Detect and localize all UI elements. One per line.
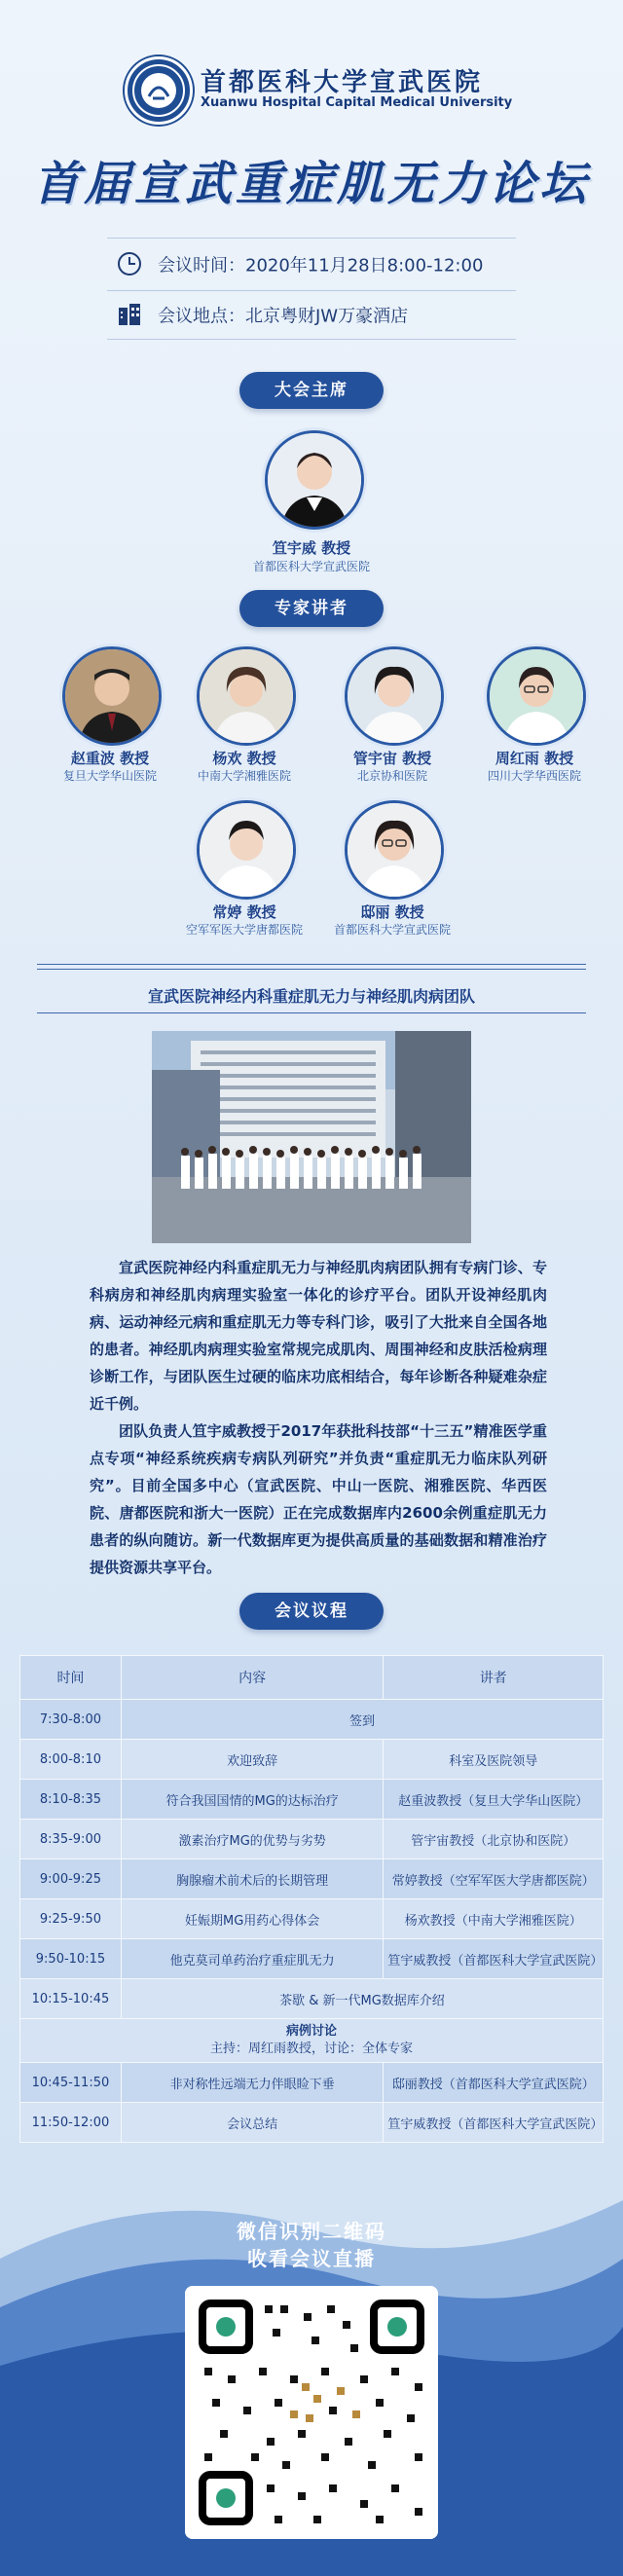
agenda-speaker: 赵重波教授（复旦大学华山医院） <box>384 1780 604 1820</box>
agenda-time: 10:45-11:50 <box>20 2063 122 2103</box>
person-avatar-icon <box>348 803 441 897</box>
agenda-time: 9:00-9:25 <box>20 1859 122 1899</box>
meeting-time-label: 会议时间： <box>158 255 245 276</box>
team-paragraph-1: 宣武医院神经内科重症肌无力与神经肌肉病团队拥有专病门诊、专科病房和神经肌肉病理实验室一体化的诊疗平台。团队开设神经肌肉病、运动神经元病和重症肌无力等专科门诊，吸引了大批来自全国各地的患者。神经肌肉病理实验室常规完成肌肉、周围神经和皮肤活检病理诊断工作，与团队医生过硬的临床功底相结合，每年诊断各种疑难杂症近千例。 <box>90 1259 547 1413</box>
agenda-time: 10:15-10:45 <box>20 1979 122 2019</box>
expert-name: 杨欢 教授 <box>212 750 276 767</box>
table-row <box>20 1820 604 1859</box>
expert-name: 邸丽 教授 <box>360 903 424 921</box>
expert-name: 赵重波 教授 <box>70 750 150 767</box>
chair-org: 首都医科大学宣武医院 <box>252 560 370 573</box>
expert-org: 复旦大学华山医院 <box>62 769 157 783</box>
page-title: 首届宣武重症肌无力论坛 <box>32 157 590 211</box>
table-row <box>20 2063 604 2103</box>
building-icon <box>117 302 142 332</box>
table-row <box>20 1780 604 1820</box>
agenda-case-discussion <box>20 2019 604 2063</box>
agenda-speaker: 杨欢教授（中南大学湘雅医院） <box>384 1899 604 1939</box>
team-paragraph-2: 团队负责人笪宇威教授于2017年获批科技部“十三五”精准医学重点专项“神经系统疾病专病队列研究”并负责“重症肌无力临床队列研究”。目前全国多中心（宣武医院、中山一医院、湘雅医院、华西医院、唐都医院和浙大一医院）正在完成数据库内2600余例重症肌无力患者的纵向随访。新一代数据库更为提供高质量的基础数据和精准治疗提供资源共享平台。 <box>90 1422 547 1576</box>
agenda-speaker: 管宇宙教授（北京协和医院） <box>384 1820 604 1859</box>
agenda-content: 欢迎致辞 <box>121 1740 384 1780</box>
divider <box>107 238 516 239</box>
agenda-col-speaker: 讲者 <box>384 1656 604 1700</box>
divider <box>37 1012 586 1013</box>
divider <box>107 290 516 291</box>
meeting-place-value: 北京粤财JW万豪酒店 <box>245 306 409 327</box>
divider <box>37 969 586 970</box>
person-avatar-icon <box>65 649 159 743</box>
table-row <box>20 1899 604 1939</box>
qr-title-line2: 收看会议直播 <box>247 2247 376 2270</box>
expert-name: 常婷 教授 <box>212 903 276 921</box>
hospital-name-en: Xuanwu Hospital Capital Medical University <box>201 95 513 110</box>
table-row <box>20 1700 604 1740</box>
divider <box>37 964 586 965</box>
agenda-content: 激素治疗MG的优势与劣势 <box>121 1820 384 1859</box>
agenda-time: 8:10-8:35 <box>20 1780 122 1820</box>
divider <box>107 339 516 340</box>
agenda-time: 9:25-9:50 <box>20 1899 122 1939</box>
qr-title-line1: 微信识别二维码 <box>237 2220 386 2243</box>
agenda-content: 茶歇 & 新一代MG数据库介绍 <box>121 1979 603 2019</box>
expert-org: 空军军医大学唐都医院 <box>185 923 303 937</box>
agenda-content: 他克莫司单药治疗重症肌无力 <box>121 1939 384 1979</box>
agenda-content: 非对称性远端无力伴眼睑下垂 <box>121 2063 384 2103</box>
expert-portrait-5 <box>197 800 296 900</box>
qr-code-icon <box>185 2286 438 2539</box>
agenda-speaker: 笪宇威教授（首都医科大学宣武医院） <box>384 1939 604 1979</box>
team-description <box>90 1254 547 1581</box>
agenda-time: 8:00-8:10 <box>20 1740 122 1780</box>
meeting-place-row <box>117 302 408 332</box>
agenda-col-time: 时间 <box>20 1656 122 1700</box>
agenda-speaker: 常婷教授（空军军医大学唐都医院） <box>384 1859 604 1899</box>
agenda-content: 病例讨论 <box>285 2024 337 2039</box>
hospital-logo <box>125 56 193 125</box>
agenda-content: 妊娠期MG用药心得体会 <box>121 1899 384 1939</box>
table-row <box>20 1859 604 1899</box>
meeting-time-value: 2020年11月28日8:00-12:00 <box>245 255 484 276</box>
expert-org: 四川大学华西医院 <box>487 769 581 783</box>
expert-org: 首都医科大学宣武医院 <box>333 923 451 937</box>
expert-portrait-6 <box>345 800 444 900</box>
team-group-photo-icon <box>152 1031 471 1243</box>
expert-name: 管宇宙 教授 <box>352 750 432 767</box>
agenda-speaker: 主持：周红雨教授，讨论：全体专家 <box>209 2042 413 2056</box>
agenda-col-content: 内容 <box>121 1656 384 1700</box>
agenda-time: 9:50-10:15 <box>20 1939 122 1979</box>
person-avatar-icon <box>200 803 293 897</box>
meeting-time-row <box>117 251 483 281</box>
chair-portrait <box>265 430 364 530</box>
agenda-time: 11:50-12:00 <box>20 2103 122 2143</box>
person-avatar-icon <box>268 433 361 527</box>
team-title: 宣武医院神经内科重症肌无力与神经肌肉病团队 <box>147 987 475 1006</box>
person-avatar-icon <box>490 649 583 743</box>
agenda-content: 会议总结 <box>121 2103 384 2143</box>
meeting-place-label: 会议地点： <box>158 306 245 327</box>
agenda-time: 8:35-9:00 <box>20 1820 122 1859</box>
expert-portrait-3 <box>345 646 444 746</box>
agenda-time: 7:30-8:00 <box>20 1700 122 1740</box>
expert-name: 周红雨 教授 <box>495 750 574 767</box>
clock-icon <box>117 251 142 281</box>
table-row <box>20 1740 604 1780</box>
agenda-speaker: 邸丽教授（首都医科大学宣武医院） <box>384 2063 604 2103</box>
agenda-speaker: 笪宇威教授（首都医科大学宣武医院） <box>384 2103 604 2143</box>
table-row <box>20 2019 604 2063</box>
agenda-heading: 会议议程 <box>239 1593 384 1630</box>
agenda-content: 胸腺瘤术前术后的长期管理 <box>121 1859 384 1899</box>
hospital-logo-icon <box>128 59 190 122</box>
expert-portrait-4 <box>487 646 586 746</box>
agenda-content: 符合我国国情的MG的达标治疗 <box>121 1780 384 1820</box>
experts-heading: 专家讲者 <box>239 590 384 627</box>
agenda-speaker: 科室及医院领导 <box>384 1740 604 1780</box>
chair-name: 笪宇威 教授 <box>272 539 351 557</box>
agenda-table <box>19 1655 604 2143</box>
chair-heading: 大会主席 <box>239 372 384 409</box>
team-photo <box>152 1031 471 1243</box>
agenda-content: 签到 <box>121 1700 603 1740</box>
table-row <box>20 1979 604 2019</box>
person-avatar-icon <box>200 649 293 743</box>
qr-code[interactable] <box>185 2286 438 2539</box>
person-avatar-icon <box>348 649 441 743</box>
hospital-name-cn: 首都医科大学宣武医院 <box>201 68 484 97</box>
expert-portrait-2 <box>197 646 296 746</box>
expert-portrait-1 <box>62 646 162 746</box>
expert-org: 中南大学湘雅医院 <box>197 769 291 783</box>
table-row <box>20 1939 604 1979</box>
expert-org: 北京协和医院 <box>356 769 427 783</box>
